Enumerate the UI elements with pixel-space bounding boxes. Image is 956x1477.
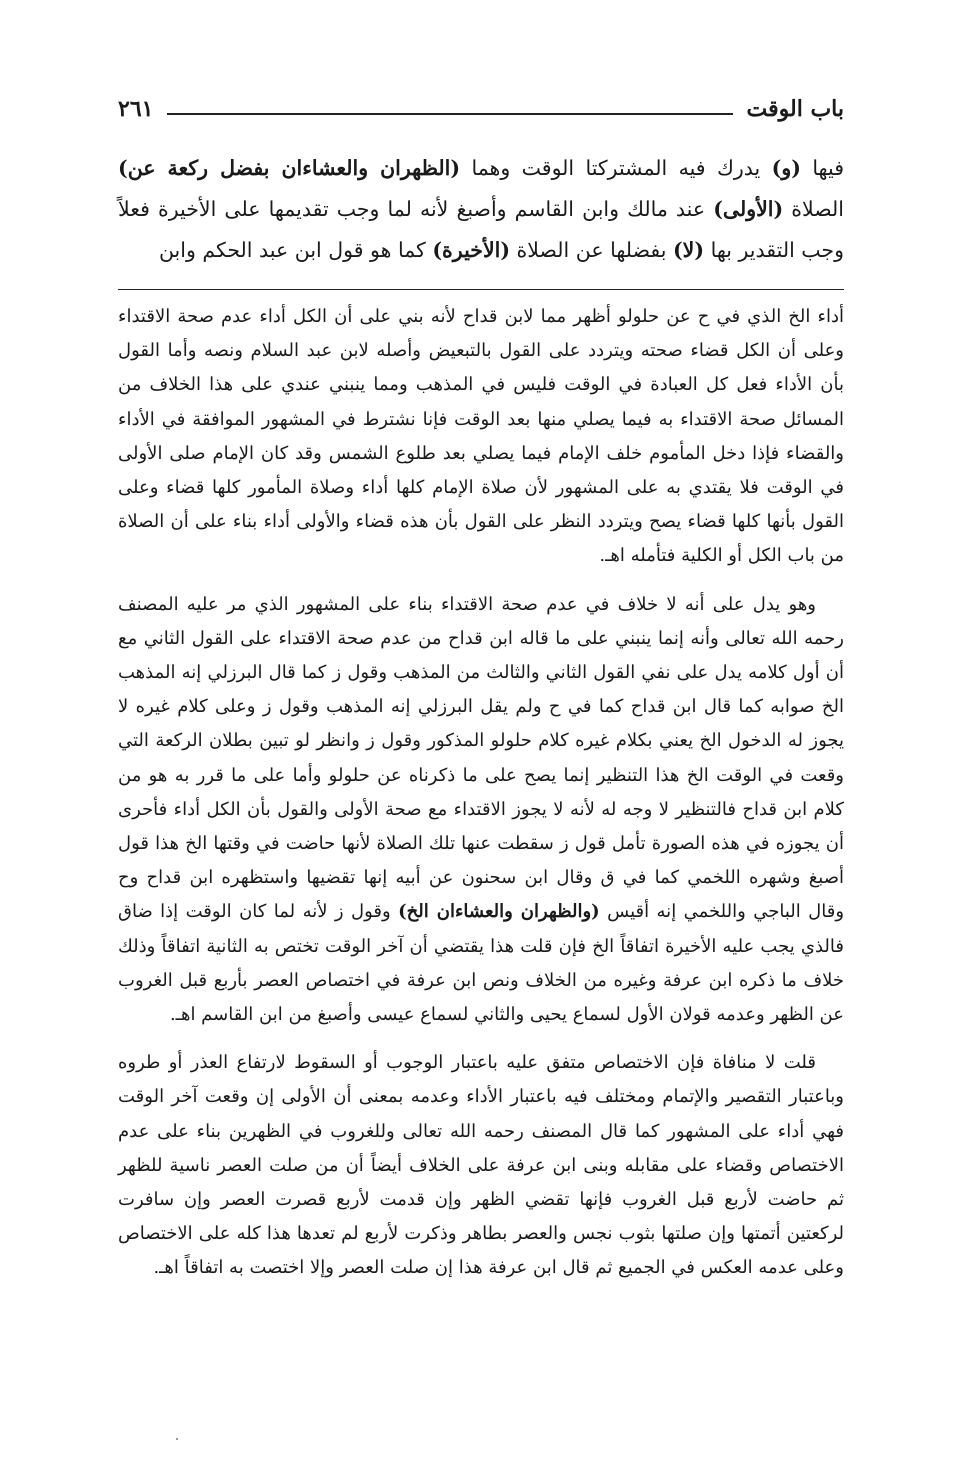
main-text-bold: (و): [771, 156, 801, 180]
commentary: [118, 300, 844, 1286]
running-header: [118, 84, 844, 124]
commentary-paragraph-3: قلت لا منافاة فإن الاختصاص متفق عليه باعتبار الوجوب أو السقوط لارتفاع العذر أو طروه وباعتبار التقصير والإتمام ومختلف فيه باعتبار الأداء وعدمه بمعنى أن الأولى إن وقعت آخر الوقت فهي أداء على المشهور كما قال المصنف رحمه الله تعالى وللغروب في الظهرين بناء على عدم الاختصاص وقضاء على مقابله وبنى ابن عرفة على الخلاف أيضاً أن من صلت العصر ناسية للظهر ثم حاضت لأربع قبل الغروب فإنها تقضي الظهر وإن قدمت لأربع قصرت العصر وإن سافرت لركعتين أتمتها وإن صلتها بثوب نجس والعصر بطاهر وذكرت لأربع لم تعدها هذا كله على الاختصاص وعلى عدمه العكس في الجميع ثم قال ابن عرفة هذا إن صلت العصر وإلا اختصت به اتفاقاً اهـ.: [118, 1052, 844, 1279]
main-text-bold: (لا): [672, 238, 705, 262]
scan-speck: [176, 1438, 178, 1440]
main-text-bold: (الأخيرة): [432, 238, 511, 262]
page-number: ٢٦١: [118, 96, 154, 122]
footnote-separator: [118, 289, 844, 290]
main-text-bold: (الأولى): [713, 197, 784, 221]
main-text-segment: فيها: [800, 156, 844, 180]
commentary-paragraph-1: أداء الخ الذي في ح عن حلولو أظهر مما لابن قداح لأنه بني على أن الكل أداء عدم صحة الاقتداء وعلى أن الكل قضاء صحته ويتردد على القول بالتبعيض وأصله لابن عبد السلام ونصه وأما القول بأن الأداء فعل كل العبادة في الوقت فليس في المذهب ومما ينبني عندي على هذا الخلاف من المسائل صحة الاقتداء به فيما يصلي منها بعد الوقت فإنا نشترط في المشهور الموافقة في الأداء والقضاء فإذا دخل المأموم خلف الإمام فيما يصلي بعد طلوع الشمس وقد كان الإمام صلى الأولى في الوقت فلا يقتدي به على المشهور لأن صلاة الإمام كلها أداء وصلاة المأمور كلها قضاء وعلى القول بأنها كلها قضاء يصح ويتردد النظر على القول بأن هذه قضاء والأولى أداء بناء على أن الصلاة من باب الكل أو الكلية فتأمله اهـ.: [118, 306, 844, 567]
main-text-segment: بفضلها عن الصلاة: [510, 238, 673, 262]
commentary-paragraph-2: [118, 588, 844, 1033]
commentary-segment: وهو يدل على أنه لا خلاف في عدم صحة الاقتداء بناء على المشهور الذي مر عليه المصنف رحمه الله تعالى وأنه إنما ينبني على ما قاله ابن قداح من عدم صحة الاقتداء على القول الثاني مع أن أول كلامه يدل على نفي القول الثاني والثالث من المذهب وقول ز كما قال البرزلي إنه المذهب الخ صوابه كما قال ابن قداح كما في ح ولم يقل البرزلي إنه المذهب وقول ز وعلى كلام غيره لا يجوز له الدخول الخ يعني بكلام غيره كلام حلولو المذكور وقول ز وانظر لو تبين بطلان الركعة التي وقعت في الوقت الخ هذا التنظير إنما يصح على ما ذكرناه عن حلولو وأما على ما قرر به هو من كلام ابن قداح فالتنظير لا وجه له لأنه لا يجوز الاقتداء مع صحة الأولى والقول بأن الكل أداء فأحرى أن يجوزه في هذه الصورة تأمل قول ز سقطت عنها تلك الصلاة لأنها حاضت في وقتها الخ هذا قول أصبغ وشهره اللخمي كما في ق وقال ابن سحنون عن أبيه إنها تقضيها واستظهره ابن قداح وح وقال الباجي واللخمي إنه أقيس: [118, 593, 845, 923]
chapter-title: باب الوقت: [746, 96, 844, 122]
commentary-bold: (والظهران والعشاءان الخ): [398, 901, 600, 923]
header-rule: [167, 113, 732, 115]
main-text-bold: (الظهران والعشاءان بفضل ركعة عن): [118, 156, 461, 180]
main-text-segment: كما هو قول ابن عبد الحكم وابن: [158, 238, 433, 262]
main-text-segment: عند مالك وابن القاسم وأصبغ لأنه لما وجب تقديمها على الأخيرة فعلاً وجب التقدير بها: [118, 197, 844, 262]
commentary-segment: وقول ز لأنه لما كان الوقت إذا ضاق فالذي يجب عليه الأخيرة اتفاقاً الخ فإن قلت هذا يقتضي أن آخر الوقت تختص به الثانية اتفاقاً وذلك خلاف ما ذكره ابن عرفة وغيره من الخلاف ونص ابن عرفة في اختصاص العصر بأربع قبل الغروب عن الظهر وعدمه قولان الأول لسماع يحيى والثاني لسماع عيسى وأصبغ من ابن القاسم اهـ.: [118, 901, 844, 1026]
main-text: [118, 148, 844, 271]
main-text-segment: يدرك فيه المشتركتا الوقت وهما: [460, 156, 772, 180]
main-text-segment: الصلاة: [783, 197, 844, 221]
